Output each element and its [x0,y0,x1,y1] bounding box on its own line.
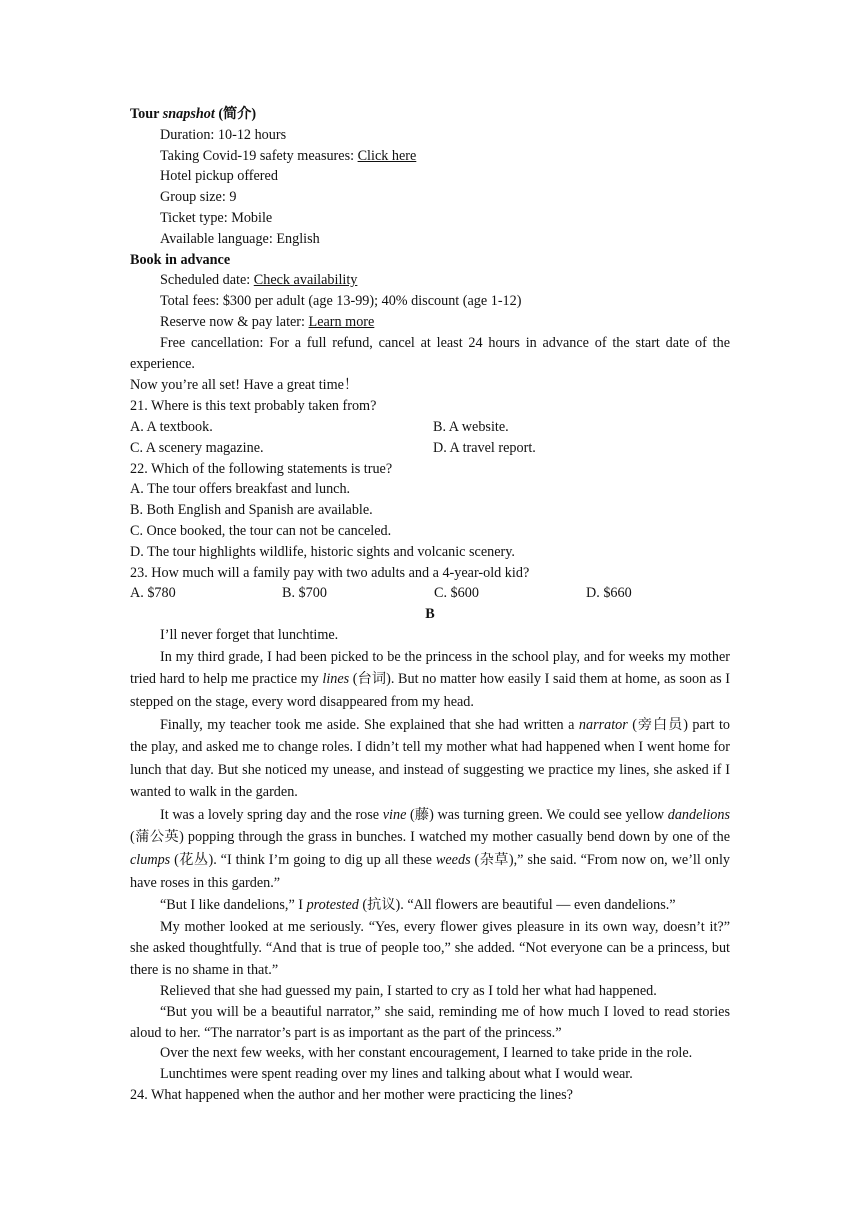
tour-snapshot-heading: Tour snapshot (简介) [130,106,257,122]
question-23-stem: 23. How much will a family pay with two adults and a 4-year-old kid? [130,564,530,581]
q23-option-a: A. $780 [130,585,176,602]
q22-option-c: C. Once booked, the tour can not be canceled. [130,522,392,539]
q23-option-b: B. $700 [282,585,327,602]
question-22-stem: 22. Which of the following statements is true? [130,460,393,477]
q23-option-c: C. $600 [434,585,479,602]
q21-option-b: B. A website. [433,418,509,435]
free-cancellation-paragraph: Free cancellation: For a full refund, cancel at least 24 hours in advance of the start date of the experience. [130,334,730,372]
story-paragraph-5: “But I like dandelions,” I protested (抗议). “All flowers are beautiful — even dandelions.” [160,897,676,914]
q21-option-d: D. A travel report. [433,439,536,456]
check-availability-link[interactable]: Check availability [253,272,358,289]
story-paragraph-7: Relieved that she had guessed my pain, I started to cry as I told her what had happened. [160,983,657,1000]
q23-option-d: D. $660 [586,585,632,602]
story-paragraph-2: In my third grade, I had been picked to be the princess in the school play, and for weeks my mother tried hard to help me practice my lines (台词). But no matter how easily I said them at home, as soon as I stepped on the stage, every word disappeared from my head. [130,648,730,710]
story-paragraph-1: I’ll never forget that lunchtime. [160,626,339,643]
question-21-stem: 21. Where is this text probably taken from? [130,398,377,415]
book-in-advance-heading: Book in advance [130,251,231,268]
question-23-options [130,583,730,604]
question-24-stem: 24. What happened when the author and her mother were practicing the lines? [130,1087,573,1104]
duration-line: Duration: 10-12 hours [160,126,287,143]
pickup-line: Hotel pickup offered [160,168,278,185]
q22-option-b: B. Both English and Spanish are available. [130,502,373,519]
story-paragraph-10: Lunchtimes were spent reading over my lines and talking about what I would wear. [160,1066,633,1083]
q21-option-a: A. A textbook. [130,418,213,435]
story-paragraph-8: “But you will be a beautiful narrator,” she said, reminding me of how much I loved to read stories aloud to her. “The narrator’s part is as important as the part of the princess.” [130,1003,730,1041]
q22-option-a: A. The tour offers breakfast and lunch. [130,481,351,498]
learn-more-link[interactable]: Learn more [308,313,375,330]
group-size-line: Group size: 9 [160,189,237,206]
covid-line: Taking Covid-19 safety measures: Click here [160,147,417,164]
q21-option-c: C. A scenery magazine. [130,439,264,456]
q22-option-d: D. The tour highlights wildlife, historic sights and volcanic scenery. [130,543,515,560]
story-paragraph-9: Over the next few weeks, with her constant encouragement, I learned to take pride in the role. [160,1045,693,1062]
question-21-options-row-1 [130,417,730,438]
scheduled-date-line: Scheduled date: Check availability [160,272,358,289]
question-21-options-row-2 [130,438,730,459]
total-fees-line: Total fees: $300 per adult (age 13-99); 40% discount (age 1-12) [160,293,522,310]
click-here-link[interactable]: Click here [357,147,417,164]
ticket-type-line: Ticket type: Mobile [160,209,273,226]
section-b-label: B [425,606,435,623]
document-page [130,104,730,1106]
reserve-line: Reserve now & pay later: Learn more [160,313,375,330]
story-paragraph-3: Finally, my teacher took me aside. She explained that she had written a narrator (旁白员) part to the play, and asked me to change roles. I didn’t tell my mother what had happened when I went home for lunch that day. But she noticed my unease, and instead of suggesting we practice my lines, she asked if I wanted to walk in the garden. [130,716,731,801]
story-paragraph-4: It was a lovely spring day and the rose vine (藤) was turning green. We could see yellow dandelions (蒲公英) popping through the grass in bunches. I watched my mother casually bend down by one of the clumps (花丛). “I think I’m going to dig up all these weeds (杂草),” she said. “From now on, we’ll only have roses in this garden.” [130,806,730,891]
closing-line: Now you’re all set! Have a great time！ [130,377,359,394]
story-paragraph-6: My mother looked at me seriously. “Yes, every flower gives pleasure in its own way, doesn’t it?” she asked thoughtfully. “And that is true of people too,” she added. “Not everyone can be a princess, but there is no shame in that.” [130,918,730,978]
language-line: Available language: English [160,230,320,247]
